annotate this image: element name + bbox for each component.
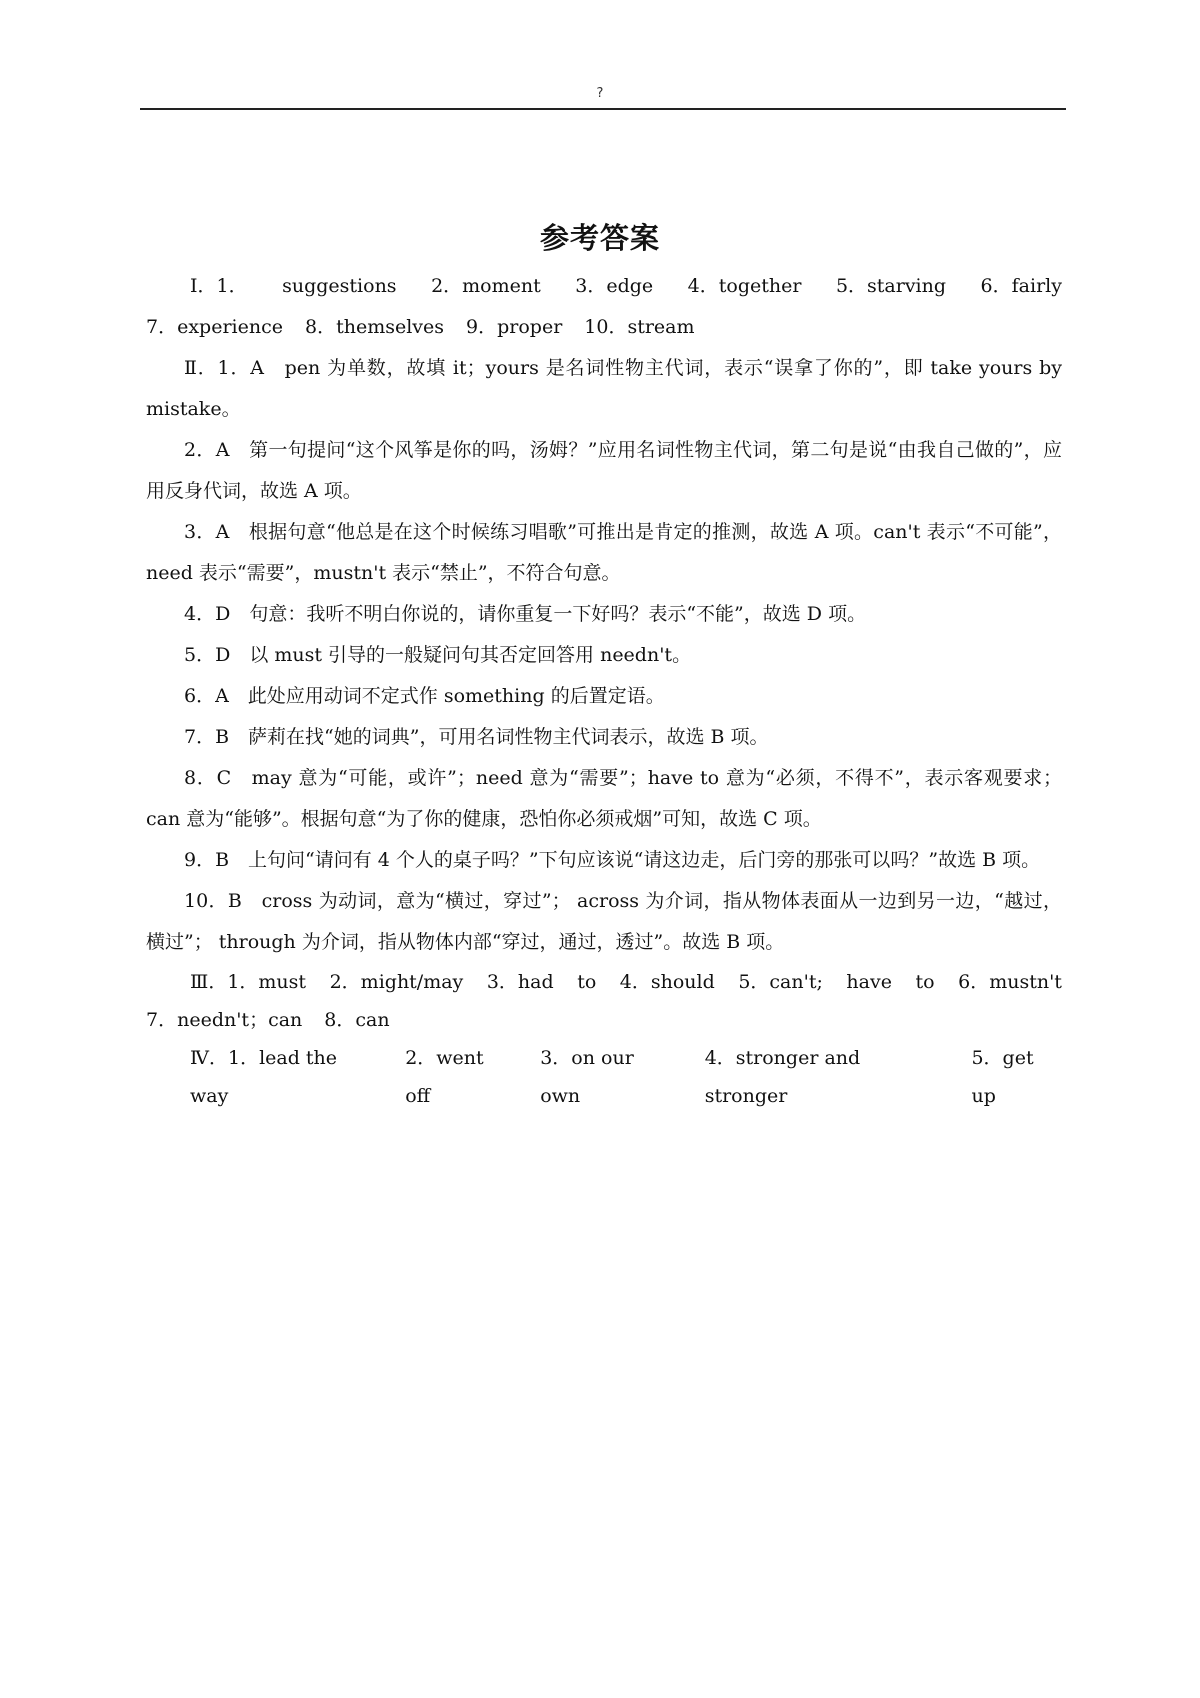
answer-item: 6．fairly xyxy=(980,275,1062,297)
answer-item: 3．on our own xyxy=(540,1047,634,1107)
answer-item: to xyxy=(915,971,935,993)
explanation-paragraph: Ⅱ．1．A pen 为单数，故填 it；yours 是名词性物主代词，表示“误拿了你的”，即 take yours by mistake。 xyxy=(146,357,1062,420)
answer-item: Ⅰ．1． xyxy=(190,275,248,297)
answer-item: 2．moment xyxy=(431,275,541,297)
page-title: 参考答案 xyxy=(539,221,660,255)
explanation-paragraph: 7．B 萨莉在找“她的词典”，可用名词性物主代词表示，故选 B 项。 xyxy=(184,726,769,748)
answer-item: 6．mustn't xyxy=(958,971,1062,993)
explanation-paragraph: 6．A 此处应用动词不定式作 something 的后置定语。 xyxy=(184,685,665,707)
answer-item: 9．proper xyxy=(466,316,563,338)
answer-item: 2．went off xyxy=(405,1047,484,1107)
section-3-line-2 xyxy=(146,1001,1062,1039)
answer-item: 7．needn't；can xyxy=(146,1009,303,1031)
answer-item: 4．together xyxy=(687,275,802,297)
answer-item: 8．themselves xyxy=(304,316,445,338)
answer-item: 5．starving xyxy=(835,275,947,297)
explanation-paragraph: 10．B cross 为动词，意为“横过，穿过”； across 为介词，指从物体表面从一边到另一边，“越过，横过”； through 为介词，指从物体内部“穿过，通过，透过”。故选 B 项。 xyxy=(146,890,1062,953)
answer-item: 5．get up xyxy=(971,1047,1034,1107)
header-rule xyxy=(140,108,1066,110)
explanation-paragraph: 4．D 句意：我听不明白你说的，请你重复一下好吗？表示“不能”，故选 D 项。 xyxy=(184,603,867,625)
answer-item: to xyxy=(577,971,597,993)
answer-item: suggestions xyxy=(282,275,397,297)
answer-item: 10．stream xyxy=(584,316,695,338)
answer-item: have xyxy=(846,971,892,993)
section-4-line-1 xyxy=(146,1039,1062,1107)
section-1-line-1 xyxy=(146,266,1062,307)
header-mark: ? xyxy=(596,86,604,101)
answer-item: 3．edge xyxy=(575,275,654,297)
section-3-line-1 xyxy=(146,963,1062,1001)
answer-item: 4．should xyxy=(619,971,715,993)
answer-item: 3．had xyxy=(486,971,554,993)
answer-item: 7．experience xyxy=(146,316,283,338)
section-1-line-2 xyxy=(146,307,1062,348)
explanation-paragraph: 9．B 上句问“请问有 4 个人的桌子吗？”下句应该说“请这边走，后门旁的那张可以吗？”故选 B 项。 xyxy=(184,849,1041,871)
answer-item: 2．might/may xyxy=(329,971,464,993)
explanation-paragraph: 5．D 以 must 引导的一般疑问句其否定回答用 needn't。 xyxy=(184,644,692,666)
explanation-paragraph: 2．A 第一句提问“这个风筝是你的吗，汤姆？”应用名词性物主代词，第二句是说“由我自己做的”，应用反身代词，故选 A 项。 xyxy=(146,439,1062,502)
answer-item: Ⅲ．1．must xyxy=(190,971,307,993)
answer-content xyxy=(146,266,1062,1107)
answer-item: 4．stronger and stronger xyxy=(704,1047,861,1107)
answer-item: 8．can xyxy=(324,1009,390,1031)
answer-item: 5．can't; xyxy=(738,971,823,993)
explanation-paragraph: 8．C may 意为“可能，或许”；need 意为“需要”；have to 意为“必须，不得不”，表示客观要求；can 意为“能够”。根据句意“为了你的健康，恐怕你必须戒烟”可知，故选 C 项。 xyxy=(146,767,1062,830)
explanation-paragraph: 3．A 根据句意“他总是在这个时候练习唱歌”可推出是肯定的推测，故选 A 项。can't 表示“不可能”，need 表示“需要”，mustn't 表示“禁止”，不符合句意。 xyxy=(146,521,1062,584)
answer-item: Ⅳ．1．lead the way xyxy=(190,1047,338,1107)
